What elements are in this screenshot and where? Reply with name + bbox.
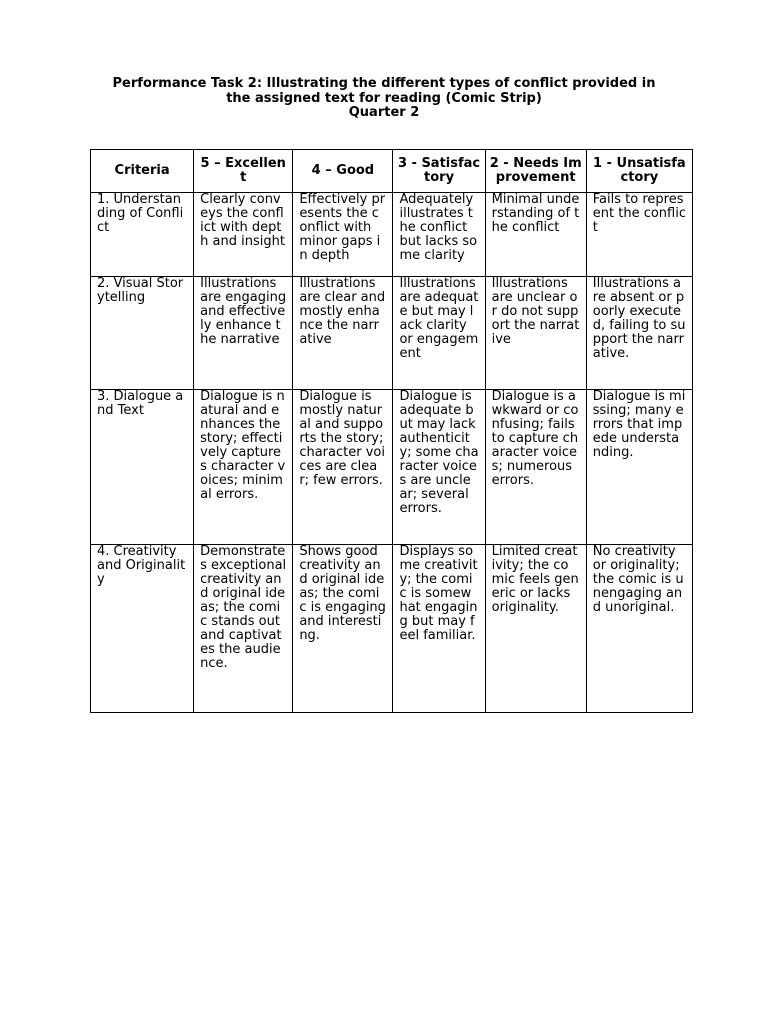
score-5-cell: Dialogue is natural and enhances the story; effectively captures character voices; minimal errors. — [194, 390, 293, 545]
rubric-table — [90, 149, 693, 713]
score-2-cell: Illustrations are unclear or do not support the narrative — [485, 277, 586, 390]
title-line-1: Performance Task 2: Illustrating the different types of conflict provided in — [112, 76, 656, 91]
table-row — [91, 193, 693, 277]
criteria-cell: 1. Understanding of Conflict — [91, 193, 194, 277]
header-needs-improvement: 2 - Needs Improvement — [485, 150, 586, 193]
score-5-cell: Demonstrates exceptional creativity and original ideas; the comic stands out and captivates the audience. — [194, 545, 293, 713]
title-line-3: Quarter 2 — [348, 105, 420, 120]
score-5-cell: Clearly conveys the conflict with depth and insight — [194, 193, 293, 277]
table-row — [91, 545, 693, 713]
score-1-cell: No creativity or originality; the comic is unengaging and unoriginal. — [586, 545, 692, 713]
document-title — [60, 77, 708, 121]
score-3-cell: Illustrations are adequate but may lack clarity or engagement — [393, 277, 485, 390]
score-4-cell: Illustrations are clear and mostly enhance the narrative — [293, 277, 393, 390]
score-5-cell: Illustrations are engaging and effectively enhance the narrative — [194, 277, 293, 390]
score-1-cell: Illustrations are absent or poorly executed, failing to support the narrative. — [586, 277, 692, 390]
score-3-cell: Dialogue is adequate but may lack authenticity; some character voices are unclear; several errors. — [393, 390, 485, 545]
score-4-cell: Shows good creativity and original ideas; the comic is engaging and interesting. — [293, 545, 393, 713]
score-3-cell: Adequately illustrates the conflict but lacks some clarity — [393, 193, 485, 277]
score-2-cell: Dialogue is awkward or confusing; fails to capture character voices; numerous errors. — [485, 390, 586, 545]
header-unsatisfactory: 1 - Unsatisfactory — [586, 150, 692, 193]
score-4-cell: Effectively presents the conflict with minor gaps in depth — [293, 193, 393, 277]
header-criteria: Criteria — [91, 150, 194, 193]
criteria-cell: 2. Visual Storytelling — [91, 277, 194, 390]
score-2-cell: Limited creativity; the comic feels generic or lacks originality. — [485, 545, 586, 713]
criteria-cell: 4. Creativity and Originality — [91, 545, 194, 713]
score-3-cell: Displays some creativity; the comic is somewhat engaging but may feel familiar. — [393, 545, 485, 713]
table-row — [91, 277, 693, 390]
title-line-2: the assigned text for reading (Comic Strip) — [226, 90, 542, 106]
score-4-cell: Dialogue is mostly natural and supports the story; character voices are clear; few errors. — [293, 390, 393, 545]
score-2-cell: Minimal understanding of the conflict — [485, 193, 586, 277]
table-row — [91, 390, 693, 545]
header-good: 4 – Good — [293, 150, 393, 193]
header-row — [91, 150, 693, 193]
header-satisfactory: 3 - Satisfactory — [393, 150, 485, 193]
header-excellent: 5 – Excellent — [194, 150, 293, 193]
criteria-cell: 3. Dialogue and Text — [91, 390, 194, 545]
score-1-cell: Fails to represent the conflict — [586, 193, 692, 277]
score-1-cell: Dialogue is missing; many errors that impede understanding. — [586, 390, 692, 545]
